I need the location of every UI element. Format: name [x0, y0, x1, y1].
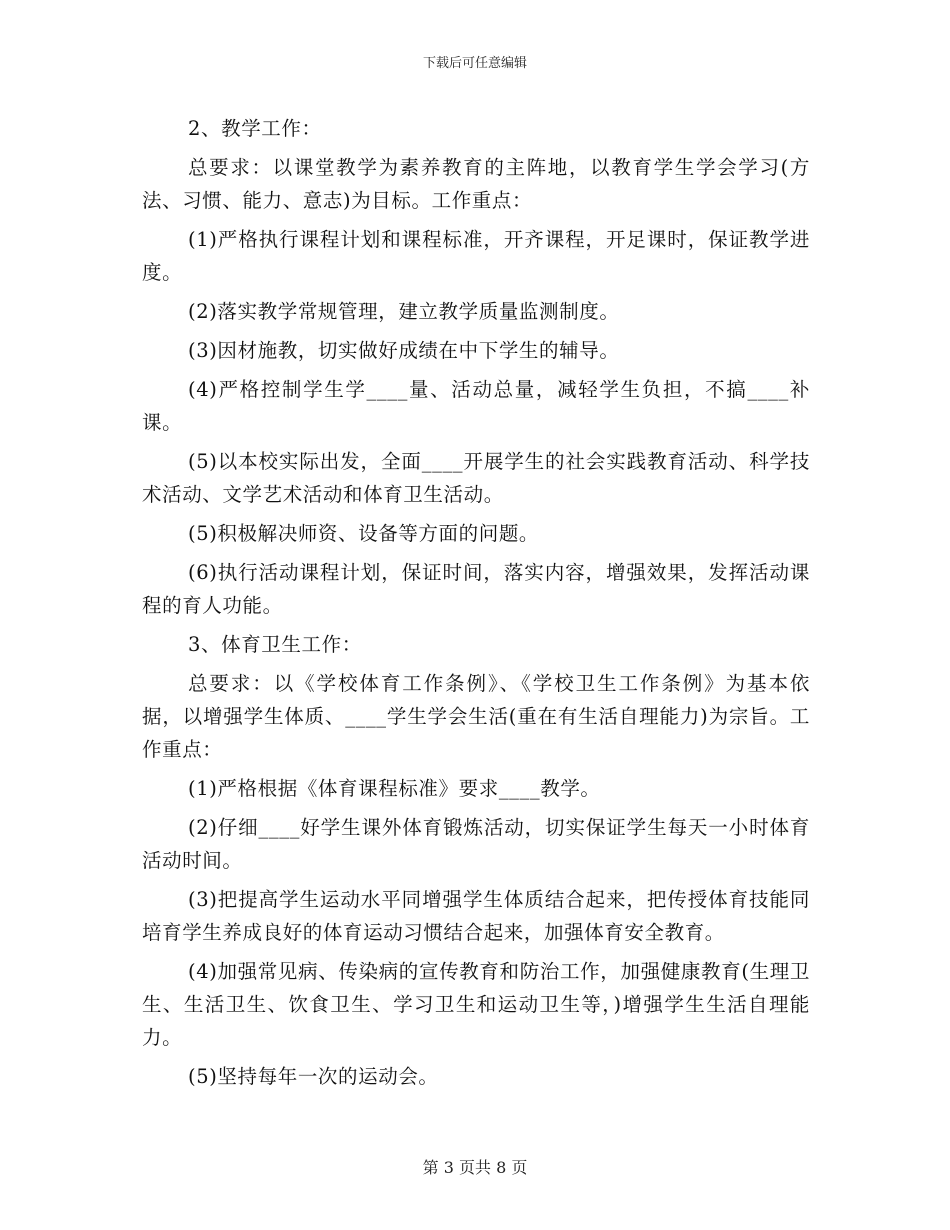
paragraph: (6)执行活动课程计划，保证时间，落实内容，增强效果，发挥活动课程的育人功能。: [142, 561, 810, 617]
paragraph: (4)加强常见病、传染病的宣传教育和防治工作，加强健康教育(生理卫生、生活卫生、饮食卫生、学习卫生和运动卫生等，)增强学生生活自理能力。: [142, 960, 810, 1049]
section-heading-teaching: 2、教学工作：: [188, 117, 322, 140]
paragraph: (3)因材施教，切实做好成绩在中下学生的辅导。: [188, 339, 620, 362]
document-body: [142, 112, 810, 1099]
paragraph: (5)坚持每年一次的运动会。: [188, 1065, 439, 1088]
paragraph: (3)把提高学生运动水平同增强学生体质结合起来，把传授体育技能同培育学生养成良好的体育运动习惯结合起来，加强体育安全教育。: [142, 888, 810, 944]
section-heading-sports-health: 3、体育卫生工作：: [188, 633, 362, 656]
page-footer: 第 3 页共 8 页: [422, 1158, 528, 1177]
paragraph: (4)严格控制学生学____量、活动总量，减轻学生负担，不搞____补课。: [142, 378, 810, 434]
paragraph: (5)以本校实际出发，全面____开展学生的社会实践教育活动、科学技术活动、文学艺术活动和体育卫生活动。: [142, 450, 810, 506]
paragraph: (2)仔细____好学生课外体育锻炼活动，切实保证学生每天一小时体育活动时间。: [142, 816, 810, 872]
paragraph: (1)严格执行课程计划和课程标准，开齐课程，开足课时，保证教学进度。: [142, 228, 810, 284]
paragraph: 总要求：以《学校体育工作条例》、《学校卫生工作条例》为基本依据，以增强学生体质、____学生学会生活(重在有生活自理能力)为宗旨。工作重点：: [142, 672, 810, 761]
paragraph: (5)积极解决师资、设备等方面的问题。: [188, 522, 540, 545]
paragraph: (2)落实教学常规管理，建立教学质量监测制度。: [188, 300, 620, 323]
paragraph: 总要求：以课堂教学为素养教育的主阵地，以教育学生学会学习(方法、习惯、能力、意志)为目标。工作重点：: [142, 156, 810, 212]
paragraph: (1)严格根据《体育课程标准》要求____教学。: [188, 777, 601, 800]
page-header: 下载后可任意编辑: [422, 56, 527, 71]
